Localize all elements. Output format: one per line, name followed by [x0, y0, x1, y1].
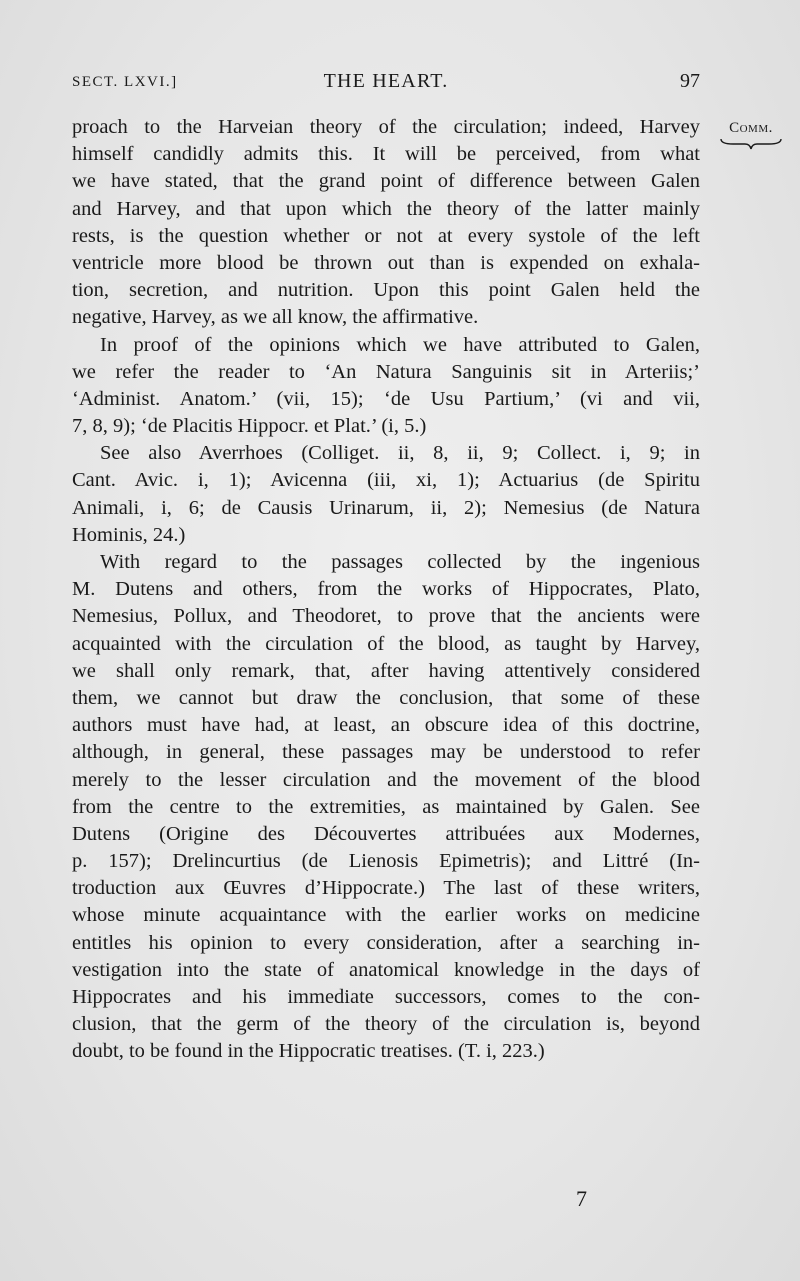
text-line: negative, Harvey, as we all know, the affirmative. — [72, 306, 479, 329]
text-line: Hippocrates and his immediate successors, comes to the con- — [72, 986, 700, 1008]
text-line: troduction aux Œuvres d’Hippocrate.) The last of these writers, — [72, 877, 700, 900]
text-line: from the centre to the extremities, as maintained by Galen. See — [72, 795, 700, 818]
text-line: p. 157); Drelincurtius (de Lienosis Epimetris); and Littré (In- — [72, 850, 700, 873]
text-line: authors must have had, at least, an obscure idea of this doctrine, — [72, 714, 700, 737]
text-line: himself candidly admits this. It will be perceived, from what — [72, 143, 700, 166]
text-line: rests, is the question whether or not at every systole of the left — [72, 224, 700, 247]
text-line: 7, 8, 9); ‘de Placitis Hippocr. et Plat.’ (i, 5.) — [72, 415, 427, 438]
section-marker: SECT. LXVI.] — [72, 74, 178, 90]
text-line: although, in general, these passages may be understood to refer — [72, 741, 700, 764]
text-line: and Harvey, and that upon which the theory of the latter mainly — [72, 197, 700, 220]
running-header — [72, 70, 700, 96]
text-line: With regard to the passages collected by the ingenious — [100, 551, 700, 573]
text-line: whose minute acquaintance with the earlier works on medicine — [72, 904, 700, 927]
text-line: we refer the reader to ‘An Natura Sanguinis sit in Arteriis;’ — [72, 360, 700, 383]
text-line: we have stated, that the grand point of difference between Galen — [72, 170, 700, 193]
text-line: M. Dutens and others, from the works of Hippocrates, Plato, — [72, 578, 700, 601]
text-line: vestigation into the state of anatomical knowledge in the days of — [72, 958, 700, 981]
text-line: ventricle more blood be thrown out than is expended on exhala- — [72, 251, 700, 274]
text-line: Cant. Avic. i, 1); Avicenna (iii, xi, 1); Actuarius (de Spiritu — [72, 469, 700, 492]
signature-mark: 7 — [576, 1186, 587, 1211]
text-line: merely to the lesser circulation and the movement of the blood — [72, 768, 700, 791]
text-line: entitles his opinion to every consideration, after a searching in- — [72, 931, 700, 954]
margin-note — [708, 120, 794, 151]
text-line: See also Averrhoes (Colliget. ii, 8, ii, 9; Collect. i, 9; in — [100, 442, 700, 465]
margin-note-label: Comm. — [729, 120, 773, 136]
text-line: Nemesius, Pollux, and Theodoret, to prove that the ancients were — [72, 605, 700, 628]
brace-icon — [719, 137, 783, 151]
text-line: doubt, to be found in the Hippocratic treatises. (T. i, 223.) — [72, 1040, 545, 1063]
text-line: clusion, that the germ of the theory of the circulation is, beyond — [72, 1013, 700, 1036]
text-line: we shall only remark, that, after having attentively considered — [72, 659, 700, 682]
text-line: Dutens (Origine des Découvertes attribuées aux Modernes, — [72, 822, 700, 845]
page-number: 97 — [680, 70, 700, 92]
text-line: acquainted with the circulation of the blood, as taught by Harvey, — [72, 632, 700, 655]
text-line: ‘Administ. Anatom.’ (vii, 15); ‘de Usu Partium,’ (vi and vii, — [72, 387, 700, 410]
running-title: THE HEART. — [323, 70, 449, 92]
text-line: Hominis, 24.) — [72, 523, 186, 546]
body-text — [72, 114, 700, 1066]
text-line: proach to the Harveian theory of the circulation; indeed, Harvey — [72, 116, 700, 138]
text-line: Animali, i, 6; de Causis Urinarum, ii, 2); Nemesius (de Natura — [72, 496, 700, 519]
text-line: tion, secretion, and nutrition. Upon this point Galen held the — [72, 279, 700, 302]
text-line: them, we cannot but draw the conclusion, that some of these — [72, 686, 700, 709]
text-line: In proof of the opinions which we have attributed to Galen, — [100, 333, 700, 356]
